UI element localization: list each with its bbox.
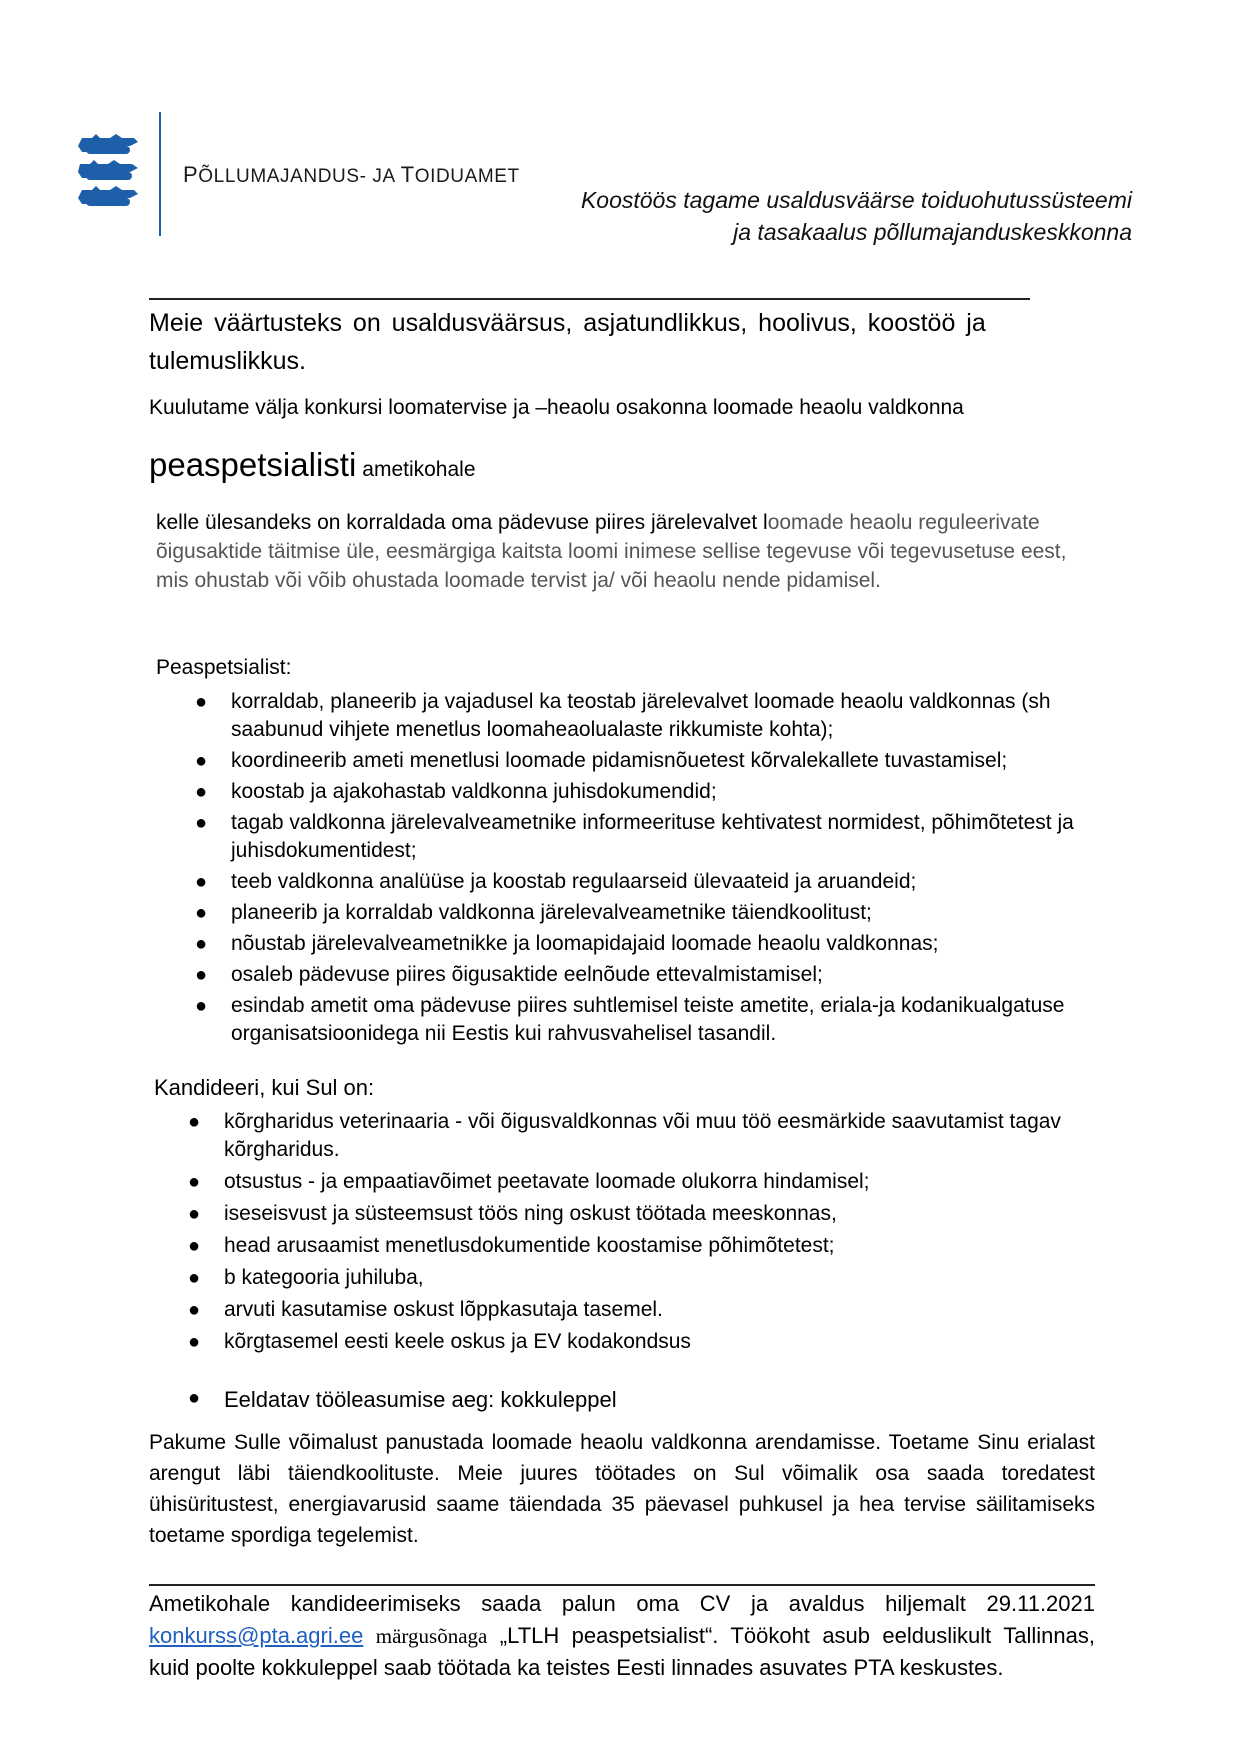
list-item: ● otsustus - ja empaatiavõimet peetavate loomade olukorra hindamisel; bbox=[224, 1168, 1084, 1196]
bullet-icon: ● bbox=[188, 1235, 201, 1257]
keyword: „LTLH peaspetsialist“. bbox=[499, 1623, 719, 1648]
bullet-icon: ● bbox=[195, 902, 208, 924]
bullet-icon: ● bbox=[188, 1299, 201, 1321]
start-date: ● Eeldatav tööleasumise aeg: kokkuleppel bbox=[188, 1387, 617, 1412]
email-link[interactable]: konkurss@pta.agri.ee bbox=[149, 1623, 364, 1648]
bullet-icon: ● bbox=[195, 933, 208, 955]
values-statement: Meie väärtusteks on usaldusväärsus, asjatundlikkus, hoolivus, koostöö ja tulemuslikkus. bbox=[149, 309, 986, 375]
divider-line bbox=[149, 1584, 1095, 1586]
list-item: ● kõrgharidus veterinaaria - või õigusvaldkonnas või muu töö eesmärkide saavutamist tagav kõrgharidus. bbox=[188, 1110, 1061, 1161]
list-item: ● kõrgtasemel eesti keele oskus ja EV kodakondsus bbox=[224, 1328, 1084, 1356]
bullet-icon: ● bbox=[195, 691, 208, 713]
offer-paragraph: Pakume Sulle võimalust panustada loomade heaolu valdkonna arendamisse. Toetame Sinu erialast arengut läbi täiendkoolituste. Meie juures töötades on Sul võimalik osa saada toredatest ühisüritustest, energiavarusid saame täiendada 35 päevasel puhkusel ja hea tervise säilitamiseks toetame spordiga tegelemist. bbox=[149, 1431, 1095, 1547]
list-item: ● nõustab järelevalveametnikke ja loomapidajaid loomade heaolu valdkonnas; bbox=[231, 930, 1091, 958]
agency-motto bbox=[581, 184, 1132, 248]
bullet-icon: ● bbox=[195, 871, 208, 893]
bullet-icon: ● bbox=[188, 1111, 201, 1133]
list-item: ● teeb valdkonna analüüse ja koostab regulaarseid ülevaateid ja aruandeid; bbox=[231, 868, 1091, 896]
application-instructions: Ametikohale kandideerimiseks saada palun oma CV ja avaldus hiljemalt 29.11.2021 konkurss@pta.agri.ee märgusõnaga „LTLH peaspetsialist“. Töökoht asub eelduslikult Tallinnas, kuid poolte kokkuleppel saab töötada ka teistes Eesti linnades asuvates PTA keskustes. bbox=[149, 1591, 1096, 1680]
list-item: ● arvuti kasutamise oskust lõppkasutaja tasemel. bbox=[224, 1296, 1084, 1324]
bullet-icon: ● bbox=[188, 1267, 201, 1289]
agency-name: PÕLLUMAJANDUS- JA TOIDUAMET bbox=[183, 162, 520, 187]
position-title bbox=[149, 446, 476, 484]
bullet-icon: ● bbox=[195, 781, 208, 803]
requirements-list bbox=[188, 1108, 1084, 1360]
bullet-icon: ● bbox=[195, 995, 208, 1017]
position-name: peaspetsialisti bbox=[149, 446, 357, 483]
list-item: ● planeerib ja korraldab valdkonna järelevalveametnike täiendkoolitust; bbox=[231, 899, 1091, 927]
bullet-icon: ● bbox=[188, 1331, 201, 1353]
bullet-icon: ● bbox=[188, 1203, 201, 1225]
list-item: ● koostab ja ajakohastab valdkonna juhisdokumendid; bbox=[231, 778, 1091, 806]
position-suffix: ametikohale bbox=[362, 458, 476, 481]
duties-list bbox=[195, 688, 1091, 1051]
motto-line: ja tasakaalus põllumajanduskeskkonna bbox=[733, 219, 1132, 245]
divider-line bbox=[149, 298, 1030, 300]
list-item: ● b kategooria juhiluba, bbox=[224, 1264, 1084, 1292]
duties-heading: Peaspetsialist: bbox=[156, 656, 292, 679]
announcement: Kuulutame välja konkursi loomatervise ja –heaolu osakonna loomade heaolu valdkonna bbox=[149, 396, 964, 419]
list-item: ● head arusaamist menetlusdokumentide koostamise põhimõtetest; bbox=[224, 1232, 1084, 1260]
bullet-icon: ● bbox=[195, 812, 208, 834]
list-item: ● korraldab, planeerib ja vajadusel ka teostab järelevalvet loomade heaolu valdkonnas (sh saabunud vihjete menetlus loomaheaolualaste rikkumiste kohta); bbox=[195, 690, 1051, 741]
duties-description: kelle ülesandeks on korraldada oma pädevuse piires järelevalvet loomade heaolu reguleerivate õigusaktide täitmise üle, eesmärgiga kaitsta loomi inimese sellise tegevuse või tegevusetuse eest, mis ohustab või võib ohustada loomade tervist ja/ või heaolu nende pidamisel. bbox=[156, 511, 1067, 592]
bullet-icon: ● bbox=[195, 964, 208, 986]
list-item: ● koordineerib ameti menetlusi loomade pidamisnõuetest kõrvalekallete tuvastamisel; bbox=[231, 747, 1091, 775]
motto-line: Koostöös tagame usaldusväärse toiduohutussüsteemi bbox=[580, 187, 1132, 213]
list-item: ● tagab valdkonna järelevalveametnike informeerituse kehtivatest normidest, põhimõtetest ja juhisdokumentidest; bbox=[195, 811, 1074, 862]
list-item: ● osaleb pädevuse piires õigusaktide eelnõude ettevalmistamisel; bbox=[231, 961, 1091, 989]
three-lions-coat-of-arms-icon bbox=[78, 132, 142, 214]
list-item: ● esindab ametit oma pädevuse piires suhtlemisel teiste ametite, eriala-ja kodanikualgatuse organisatsioonidega nii Eestis kui rahvusvahelisel tasandil. bbox=[195, 994, 1065, 1045]
bullet-icon: ● bbox=[195, 750, 208, 772]
bullet-icon: ● bbox=[188, 1387, 201, 1409]
bullet-icon: ● bbox=[188, 1171, 201, 1193]
list-item: ● iseseisvust ja süsteemsust töös ning oskust töötada meeskonnas, bbox=[224, 1200, 1084, 1228]
requirements-heading: Kandideeri, kui Sul on: bbox=[154, 1075, 375, 1100]
header-divider bbox=[159, 112, 161, 236]
